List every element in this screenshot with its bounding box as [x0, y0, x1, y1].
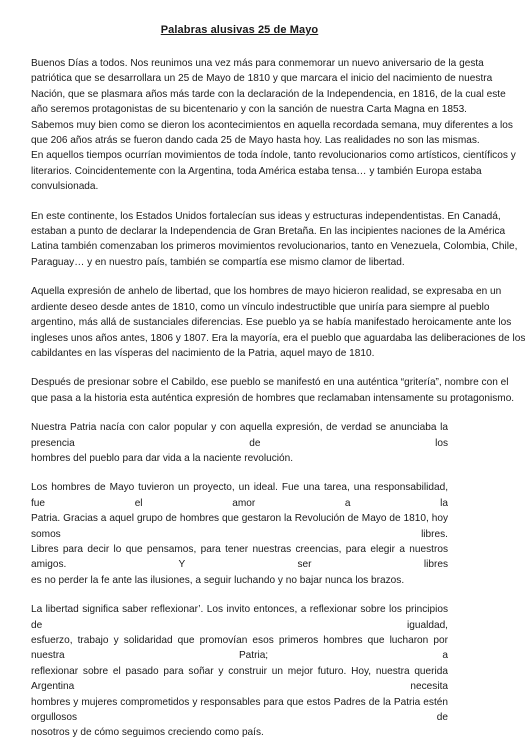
paragraph-line: estaban a punto de declarar la Independencia de Gran Bretaña. En las incipientes naciones de la América — [31, 226, 506, 238]
paragraph — [31, 602, 448, 741]
paragraph-line: hombres del pueblo para dar vida a la naciente revolución. — [31, 452, 294, 464]
paragraph-line: esfuerzo, trabajo y solidaridad que promovían esos primeros hombres que lucharon por nuestra Patria; a — [31, 635, 448, 662]
paragraph-line: que 206 años atrás se fueron dando cada 25 de Mayo hasta hoy. Las realidades no son las mismas. — [31, 135, 480, 147]
paragraph-line: convulsionada. — [31, 181, 99, 193]
paragraph-line: Nación, que se plasmara años más tarde con la declaración de la Independencia, en 1816, de la cual este — [31, 88, 506, 100]
paragraph-line: Patria. Gracias a aquel grupo de hombres que gestaron la Revolución de Mayo de 1810, hoy somos libres. — [31, 513, 448, 540]
paragraph-line: Latina también comenzaban los primeros movimientos revolucionarios, tanto en Venezuela, Colombia, Chile, — [31, 241, 518, 253]
paragraph-line: cabildantes en las vísperas del nacimiento de la Patria, aquel mayo de 1810. — [31, 347, 375, 359]
paragraph-line: Nuestra Patria nacía con calor popular y con aquella expresión, de verdad se anunciaba la presencia de los — [31, 422, 448, 449]
paragraph-line: reflexionar sobre el pasado para soñar y construir un mejor futuro. Hoy, nuestra querida Argentina necesita — [31, 665, 448, 693]
paragraph — [31, 480, 448, 588]
paragraph-line: que pasa a la historia esta auténtica expresión de hombres que reclamaban intensamente su protagonismo. — [31, 392, 515, 404]
paragraph-line: En este continente, los Estados Unidos fortalecían sus ideas y estructuras independentistas. En Canadá, — [31, 210, 501, 222]
paragraph — [31, 284, 525, 361]
paragraph-line: hombres y mujeres comprometidos y responsables para que estos Padres de la Patria estén orgullosos de — [31, 696, 448, 724]
paragraph-line: Buenos Días a todos. Nos reunimos una vez más para conmemorar un nuevo aniversario de la gesta — [31, 58, 484, 69]
paragraph-line: Libres para decir lo que pensamos, para tener nuestras creencias, para elegir a nuestros amigos. Y ser libres — [31, 543, 448, 571]
paragraph-line: es no perder la fe ante las ilusiones, a seguir luchando y no bajar nunca los brazos. — [31, 574, 405, 586]
paragraph-line: Después de presionar sobre el Cabildo, ese pueblo se manifestó en una auténtica “gritería”, nombre con el — [31, 377, 509, 389]
paragraph-line: ingleses unos años antes, 1806 y 1807. Era la mayoría, era el pueblo que aguardaba las deliberaciones de los — [31, 332, 525, 344]
document-body — [31, 56, 525, 741]
paragraph-line: nosotros y de cómo seguimos creciendo como país. — [31, 727, 264, 739]
paragraph-line: patriótica que se desarrollara un 25 de Mayo de 1810 y que marcara el inicio del nacimiento de nuestra — [31, 73, 493, 85]
paragraph-line: Sabemos muy bien como se dieron los acontecimientos en aquella recordada semana, muy diferentes a los — [31, 119, 513, 131]
paragraph-line: año seremos protagonistas de su bicentenario y con la sanción de nuestra Carta Magna en 1853. — [31, 104, 467, 116]
paragraph-line: ardiente deseo desde antes de 1810, como un vínculo indestructible que uniría para siempre al pueblo — [31, 301, 490, 313]
paragraph — [31, 209, 518, 271]
paragraph-line: argentino, más allá de sustanciales diferencias. Ese pueblo ya se había manifestado heroicamente ante los — [31, 317, 512, 329]
paragraph-line: Paraguay… y en nuestro país, también se compartía ese mismo clamor de libertad. — [31, 256, 405, 268]
paragraph — [31, 375, 515, 406]
paragraph — [31, 56, 516, 195]
paragraph-line: Los hombres de Mayo tuvieron un proyecto, un ideal. Fue una tarea, una responsabilidad, fue el amor a la — [31, 482, 448, 509]
paragraph-line: Aquella expresión de anhelo de libertad, que los hombres de mayo hicieron realidad, se expresaba en un — [31, 286, 502, 298]
paragraph — [31, 420, 448, 466]
paragraph-line: literarios. Coincidentemente con la Argentina, toda América estaba tensa… y también Europa estaba — [31, 165, 482, 177]
paragraph-line: En aquellos tiempos ocurrían movimientos de toda índole, tanto revolucionarios como artísticos, científicos y — [31, 150, 516, 162]
paragraph-line: La libertad significa saber reflexionar’. Los invito entonces, a reflexionar sobre los principios de igualdad, — [31, 604, 448, 631]
document-title: Palabras alusivas 25 de Mayo — [160, 24, 319, 36]
